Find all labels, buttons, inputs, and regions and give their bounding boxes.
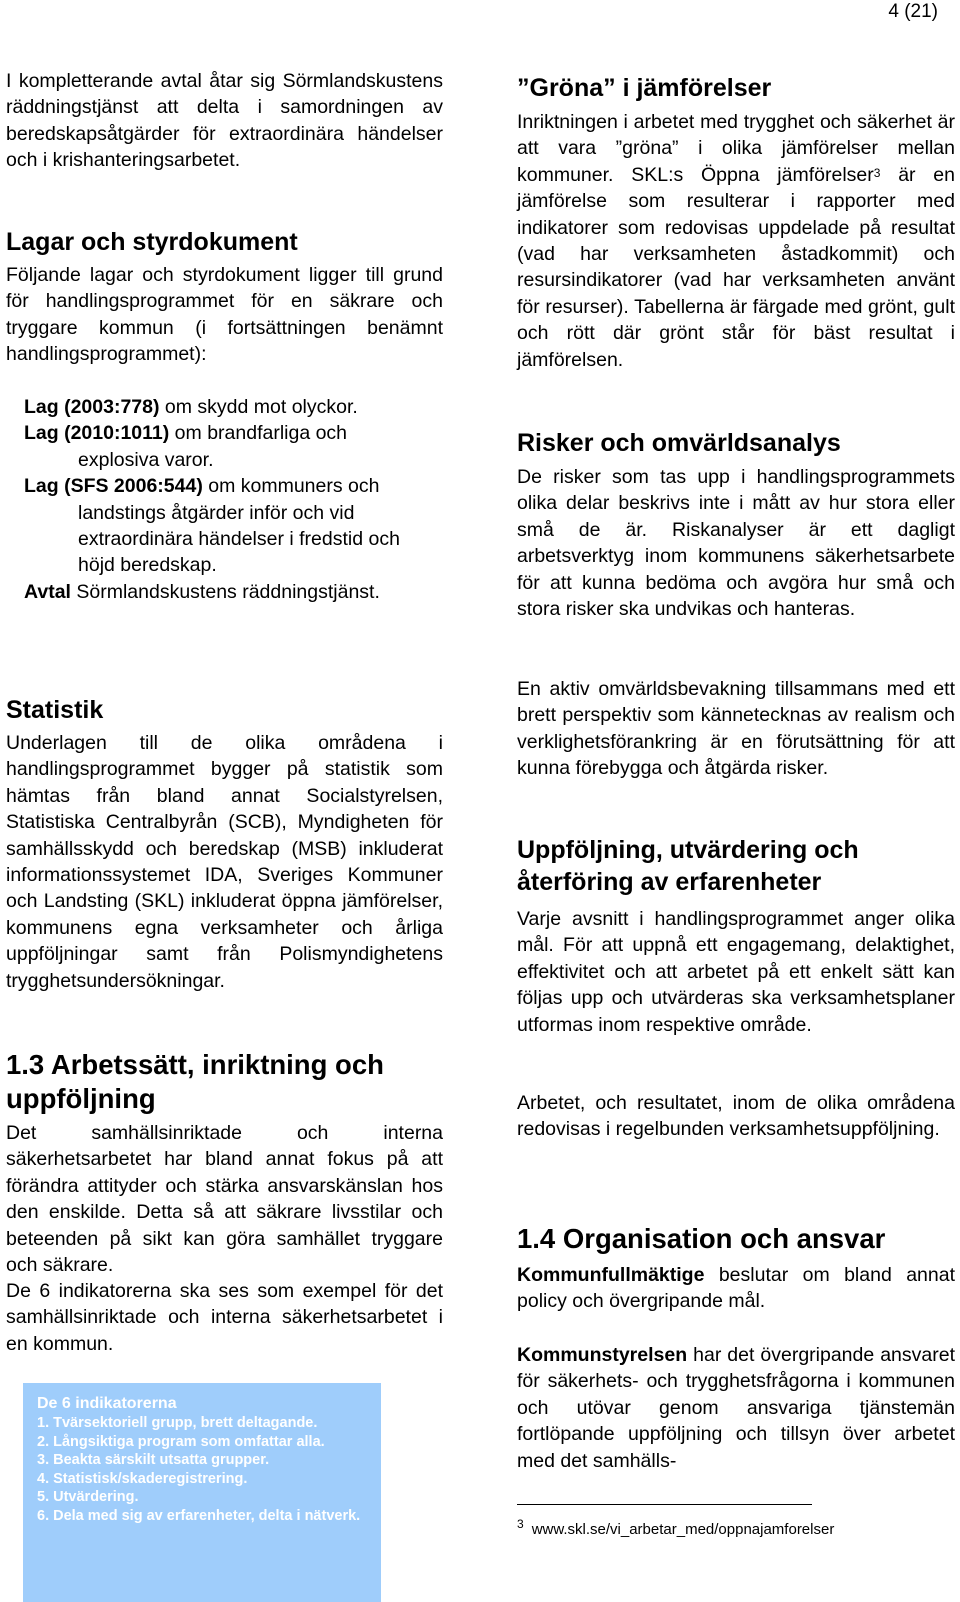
- kommunstyrelsen-label: Kommunstyrelsen: [517, 1344, 688, 1366]
- uppfoljning-heading: Uppföljning, utvärdering och återföring av erfarenheter: [517, 836, 859, 896]
- indicator-item: 1. Tvärsektoriell grupp, brett deltagande.: [37, 1415, 318, 1431]
- grona-text-b: är en jämförelse som resulterar i rapporter med indikatorer som redovisas uppdelade på resultat (vad har verksamheten åstadkommit) och resursindikatorer (vad har verksamheten använt för resurser). Tabellerna är färgade med grönt, gult och rött där grönt står för bäst resultat i jämförelsen.: [517, 163, 955, 371]
- law-item-bold: Lag (2010:1011): [24, 422, 170, 445]
- risker-paragraph-2: En aktiv omvärldsbevakning tillsammans med ett brett perspektiv som kännetecknas av realism och verklighetsförankring är en förutsättning för att kunna förebygga och åtgärda risker.: [517, 678, 955, 780]
- law-item: [24, 394, 424, 420]
- intro-paragraph: I kompletterande avtal åtar sig Sörmlandskustens räddningstjänst att delta i samordningen av beredskapsåtgärder för extraordinära händelser och i krishanteringsarbetet.: [6, 70, 443, 172]
- footnote-divider: [517, 1504, 812, 1505]
- footnote-link[interactable]: www.skl.se/vi_arbetar_med/oppnajamforelser: [531, 1521, 835, 1538]
- law-item-text: om skydd mot olyckor.: [159, 396, 358, 418]
- kommunstyrelsen-text: har det övergripande ansvaret för säkerhets- och trygghetsfrågorna i kommunen och utövar genom ansvariga tjänstemän fortlöpande uppföljning och tillsyn över arbetet med det samhälls-: [517, 1344, 955, 1472]
- section-1-4-heading: 1.4 Organisation och ansvar: [517, 1223, 886, 1254]
- kommunfullmaktige-paragraph: [517, 1262, 955, 1315]
- risker-heading: Risker och omvärldsanalys: [517, 429, 841, 457]
- statistik-paragraph: Underlagen till de olika områdena i handlingsprogrammet bygger på statistik som hämtas från bland annat Socialstyrelsen, Statistiska Centralbyrån (SCB), Myndigheten för samhällsskydd och beredskap (MSB) inkluderat informationssystemet IDA, Sveriges Kommuner och Landsting (SKL) inkluderat öppna jämförelser, kommunens egna verksamheter och årliga uppföljningar samt från Polismyndighetens trygghetsundersökningar.: [6, 732, 443, 992]
- law-list: [24, 394, 424, 605]
- law-item-text: Sörmlandskustens räddningstjänst.: [70, 580, 380, 603]
- indicator-item: 3. Beakta särskilt utsatta grupper.: [37, 1452, 270, 1468]
- grona-paragraph: [517, 109, 955, 373]
- uppfoljning-paragraph-1: Varje avsnitt i handlingsprogrammet anger olika mål. För att uppnå ett engagemang, delaktighet, effektivitet och att arbetet på ett enkelt sätt kan följas upp och utvärderas ska verksamhetsplaner utformas inom respektive område.: [517, 908, 955, 1036]
- law-item: [24, 420, 424, 473]
- indicators-box: [23, 1383, 381, 1602]
- law-item-bold: Lag (2003:778): [24, 396, 160, 418]
- footnote-number: 3: [517, 1517, 524, 1531]
- law-item-bold: Lag (SFS 2006:544): [24, 475, 203, 498]
- indicator-item: 6. Dela med sig av erfarenheter, delta i nätverk.: [37, 1507, 361, 1524]
- grona-heading: ”Gröna” i jämförelser: [517, 74, 772, 102]
- risker-paragraph-1: De risker som tas upp i handlingsprogrammets olika delar beskrivs inte i mått av hur stora eller små de är. Riskanalyser är ett dagligt arbetsverktyg inom kommunens säkerhetsarbete för att kunna bedöma och avgöra hur små och stora risker ska undvikas och hanteras.: [517, 466, 955, 621]
- kommunfullmaktige-label: Kommunfullmäktige: [517, 1264, 705, 1286]
- section-1-3-paragraph-2: De 6 indikatorerna ska ses som exempel för det samhällsinriktade och interna säkerhetsarbetet i en kommun.: [6, 1280, 443, 1355]
- law-item-text: om brandfarliga och explosiva varor.: [78, 422, 348, 471]
- indicator-item: 2. Långsiktiga program som omfattar alla.: [37, 1433, 325, 1450]
- law-item-text: om kommuners och landstings åtgärder inför och vid extraordinära händelser i fredstid och höjd beredskap.: [78, 475, 400, 577]
- law-item: [24, 579, 424, 605]
- law-item-bold: Avtal: [24, 580, 71, 603]
- lagar-paragraph: Följande lagar och styrdokument ligger till grund för handlingsprogrammet för en säkrare och tryggare kommun (i fortsättningen benämnt handlingsprogrammet):: [6, 264, 443, 366]
- kommunstyrelsen-paragraph: [517, 1342, 955, 1474]
- footnote-ref: 3: [873, 165, 881, 180]
- footnote: [517, 1517, 835, 1540]
- indicators-box-title: De 6 indikatorerna: [37, 1395, 177, 1412]
- indicator-item: 5. Utvärdering.: [37, 1489, 139, 1505]
- law-item: [24, 473, 424, 579]
- lagar-heading: Lagar och styrdokument: [6, 228, 298, 256]
- kommunfullmaktige-text: beslutar om bland annat policy och övergripande mål.: [517, 1264, 955, 1313]
- page-number: 4 (21): [888, 1, 938, 22]
- grona-text-a: Inriktningen i arbetet med trygghet och säkerhet är att vara ”gröna” i olika jämförelser mellan kommuner. SKL:s Öppna jämförelser: [517, 111, 955, 186]
- indicator-item: 4. Statistisk/skaderegistrering.: [37, 1470, 248, 1487]
- section-1-3-paragraph-1: Det samhällsinriktade och interna säkerhetsarbetet har bland annat fokus på att förändra attityder och stärka ansvarskänslan hos den enskilde. Detta så att säkrare livsstilar och beteenden på sikt kan göra samhället tryggare och säkrare.: [6, 1122, 443, 1277]
- statistik-heading: Statistik: [6, 696, 104, 724]
- section-1-3-heading: 1.3 Arbetssätt, inriktning och uppföljning: [6, 1049, 384, 1114]
- uppfoljning-paragraph-2: Arbetet, och resultatet, inom de olika områdena redovisas i regelbunden verksamhetsuppföljning.: [517, 1092, 955, 1141]
